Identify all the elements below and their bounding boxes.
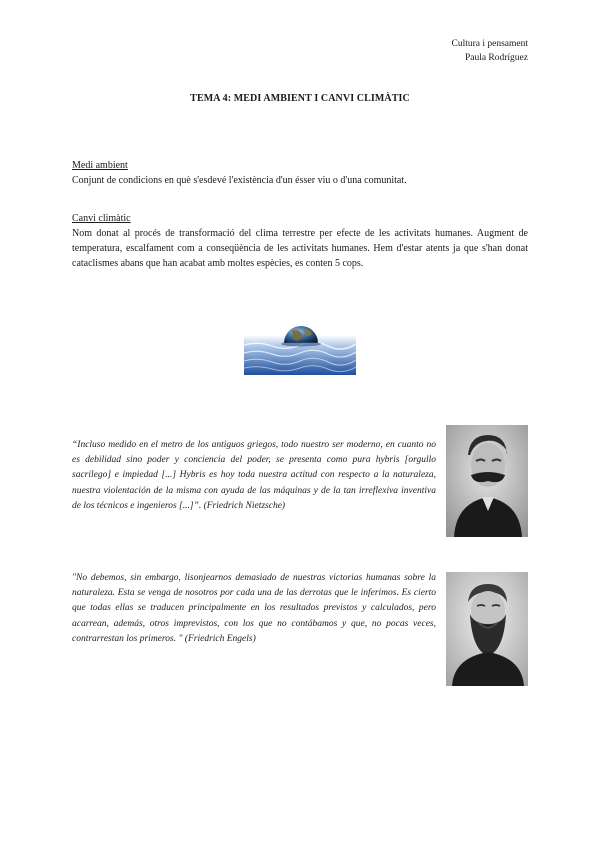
section-canvi-climatic: [72, 211, 528, 271]
author-name: Paula Rodríguez: [464, 53, 528, 63]
portrait-mustache-icon: [446, 425, 528, 537]
document-header: [451, 37, 528, 65]
section-heading: Canvi climàtic: [72, 213, 131, 224]
globe-water-image: [244, 317, 356, 375]
portrait-photo: [446, 425, 528, 537]
section-medi-ambient: [72, 158, 528, 188]
section-body: Nom donat al procés de transformació del clima terrestre per efecte de les activitats humanes. Augment de temperatura, escalfament com a conseqüència de les activitats humanes. Hem d'estar atents ja que s'han donat cataclismes abans que han acabat amb moltes espècies, es conten 5 cops.: [72, 228, 528, 269]
quote-engels: "No debemos, sin embargo, lisonjearnos demasiado de nuestras victorias humanas sobre la naturaleza. Esta se venga de nosotros por cada una de las derrotas que le inferimos. Es cierto que todas ellas se traducen principalmente en los resultados previstos y calculados, pero acarrean, además, otros imprevistos, con los que no contábamos y que, no pocas veces, contrarrestan los primeros. " (Friedrich Engels): [72, 573, 436, 644]
globe-icon: [244, 317, 356, 375]
portrait-photo: [446, 572, 528, 686]
section-heading: Medi ambient: [72, 160, 128, 171]
document-title: TEMA 4: MEDI AMBIENT I CANVI CLIMÀTIC: [190, 93, 410, 104]
quote-nietzsche: “Incluso medido en el metro de los antiguos griegos, todo nuestro ser moderno, en cuanto no es debilidad sino poder y conciencia del poder, se presenta como pura hybris [orgullo sacrílego] e impiedad [...] Hybris es hoy toda nuestra actitud con respecto a la naturaleza, nuestra violentación de la misma con ayuda de las máquinas y de la tan irreflexiva inventiva de los técnicos e ingenieros [...]”. (Friedrich Nietzsche): [72, 440, 436, 511]
section-body: Conjunt de condicions en què s'esdevé l'existència d'un ésser viu o d'una comunitat.: [72, 175, 407, 186]
course-name: Cultura i pensament: [451, 39, 528, 49]
portrait-beard-icon: [446, 572, 528, 686]
